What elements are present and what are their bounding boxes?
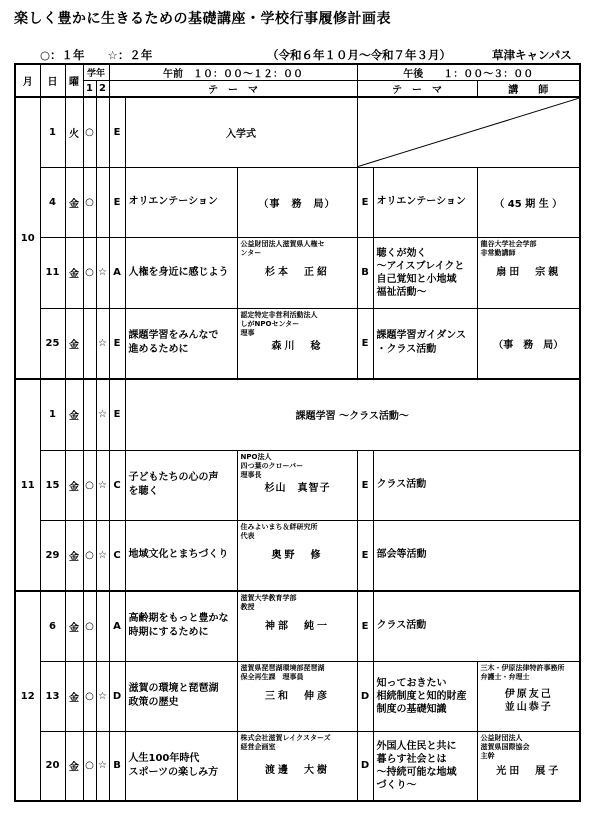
lecturer-org: 株式会社滋賀レイクスターズ 経営企画室 xyxy=(240,733,331,751)
weekday-cell: 金 xyxy=(65,167,83,237)
header-pm: 午後 １：００～３：００ xyxy=(357,64,580,81)
header-weekday: 曜 xyxy=(65,64,83,97)
lecturer-name: 扇田 宗親 xyxy=(496,266,562,278)
am-category: E xyxy=(109,379,125,450)
day-cell: 15 xyxy=(40,450,65,520)
am-theme: オリエンテーション xyxy=(125,167,237,237)
grade2-mark xyxy=(96,97,109,167)
grade1-mark: ○ xyxy=(83,661,96,731)
weekday-cell: 金 xyxy=(65,379,83,450)
am-theme: 子どもたちの心の声 を聴く xyxy=(125,450,237,520)
lecturer-name: 渡邊 大樹 xyxy=(265,764,330,776)
pm-theme: 知っておきたい 相続制度と知的財産 制度の基礎知識 xyxy=(373,661,477,731)
weekday-cell: 金 xyxy=(65,731,83,801)
lecturer-org: 三木・伊原法律特許事務所 弁護士・弁理士 xyxy=(480,663,565,681)
period: （令和６年１０月～令和７年３月） xyxy=(267,48,451,62)
pm-theme: 課題学習ガイダンス ・クラス活動 xyxy=(373,308,477,379)
weekday-cell: 金 xyxy=(65,450,83,520)
weekday-cell: 金 xyxy=(65,661,83,731)
weekday-cell: 金 xyxy=(65,591,83,661)
day-cell: 1 xyxy=(40,97,65,167)
lecturer-org: NPO法人 四つ葉のクローバー 理事長 xyxy=(240,452,304,479)
header-am: 午前 １０：００～１２：００ xyxy=(109,64,357,81)
header-day: 日 xyxy=(40,64,65,97)
pm-category: E xyxy=(357,520,373,591)
header-grade-1: 1 xyxy=(83,81,96,98)
full-day-event: 課題学習 ～クラス活動～ xyxy=(125,379,580,450)
grade2-mark: ☆ xyxy=(96,661,109,731)
grade1-mark: ○ xyxy=(83,731,96,801)
day-cell: 6 xyxy=(40,591,65,661)
am-category: A xyxy=(109,237,125,308)
day-cell: 20 xyxy=(40,731,65,801)
weekday-cell: 金 xyxy=(65,237,83,308)
lecturer-name: 光田 展子 xyxy=(496,765,562,777)
lecturer-name: 杉山 真智子 xyxy=(264,482,331,494)
grade1-mark xyxy=(83,379,96,450)
pm-theme: 聴くが効く ～アイスブレイクと 自己覚知と小地域 福祉活動～ xyxy=(373,237,477,308)
lecturer-name: 神部 純一 xyxy=(265,621,330,632)
grade1-mark: ○ xyxy=(83,591,96,661)
document-title: 楽しく豊かに生きるための基礎講座・学校行事履修計画表 xyxy=(14,11,391,27)
lecturer-org: 認定特定非営利活動法人 しがNPOセンター 理事 xyxy=(240,310,318,337)
header-grade: 学年 xyxy=(83,64,109,81)
pm-lecturer-cell xyxy=(477,731,580,801)
pm-theme: クラス活動 xyxy=(373,591,580,661)
grade2-mark: ☆ xyxy=(96,731,109,801)
lecturer-org: 滋賀大学教育学部 教授 xyxy=(240,594,297,611)
am-category: E xyxy=(109,97,125,167)
header-month: 月 xyxy=(15,64,40,97)
am-lecturer-cell xyxy=(237,591,357,661)
pm-category: E xyxy=(357,591,373,661)
am-theme: 高齢期をもっと豊かな 時期にするために xyxy=(125,591,237,661)
am-lecturer-cell xyxy=(237,237,357,308)
am-lecturer: （事 務 局） xyxy=(237,167,357,237)
am-category: E xyxy=(109,308,125,379)
pm-theme: クラス活動 xyxy=(373,450,580,520)
lecturer-org: 滋賀県琵琶湖環境部琵琶湖 保全再生課 理事員 xyxy=(240,663,325,681)
campus: 草津キャンパス xyxy=(492,48,572,62)
lecturer-org: 龍谷大学社会学部 非常勤講師 xyxy=(480,239,537,257)
am-lecturer-cell xyxy=(237,731,357,801)
lecturer-name: 三和 伸彦 xyxy=(265,690,330,702)
am-category: B xyxy=(109,731,125,801)
pm-theme: 部会等活動 xyxy=(373,520,580,591)
grade1-mark: ○ xyxy=(83,97,96,167)
day-cell: 4 xyxy=(40,167,65,237)
header-grade-2: 2 xyxy=(96,81,109,98)
pm-category: E xyxy=(357,308,373,379)
month-cell: 10 xyxy=(15,97,40,379)
lecturer-name: 杉本 正紹 xyxy=(265,266,330,278)
grade1-mark xyxy=(83,308,96,379)
pm-lecturer-cell xyxy=(477,661,580,731)
pm-category: E xyxy=(357,450,373,520)
am-category: D xyxy=(109,661,125,731)
lecturer-name: 伊原友己 並山恭子 xyxy=(504,688,553,713)
grade1-mark: ○ xyxy=(83,237,96,308)
weekday-cell: 金 xyxy=(65,308,83,379)
pm-empty-cell xyxy=(357,97,580,167)
lecturer-name: 森川 稔 xyxy=(271,340,324,352)
grade1-mark: ○ xyxy=(83,520,96,591)
schedule-table xyxy=(14,63,581,802)
grade2-mark: ☆ xyxy=(96,450,109,520)
pm-lecturer-cell xyxy=(477,237,580,308)
lecturer-org: 公益財団法人 滋賀県国際協会 主幹 xyxy=(480,733,530,760)
pm-category: B xyxy=(357,237,373,308)
am-category: C xyxy=(109,520,125,591)
lecturer-org: 公益財団法人滋賀県人権セ ンター xyxy=(240,239,325,257)
lecturer-name: 奥野 修 xyxy=(271,549,324,561)
day-cell: 25 xyxy=(40,308,65,379)
pm-lecturer: （事 務 局） xyxy=(477,308,580,379)
pm-theme: 外国人住民と共に 暮らす社会とは ～持続可能な地域 づくり～ xyxy=(373,731,477,801)
header-pm-theme: テ ー マ xyxy=(357,81,477,98)
grade2-mark: ☆ xyxy=(96,237,109,308)
day-cell: 11 xyxy=(40,237,65,308)
header-am-theme: テ ー マ xyxy=(109,81,357,98)
grade2-mark: ☆ xyxy=(96,379,109,450)
am-lecturer-cell xyxy=(237,661,357,731)
grade1-mark: ○ xyxy=(83,450,96,520)
am-event: 入学式 xyxy=(125,97,357,167)
grade2-mark: ☆ xyxy=(96,308,109,379)
am-theme: 課題学習をみんなで 進めるために xyxy=(125,308,237,379)
pm-theme: オリエンテーション xyxy=(373,167,477,237)
am-theme: 人権を身近に感じよう xyxy=(125,237,237,308)
am-category: A xyxy=(109,591,125,661)
month-cell: 11 xyxy=(15,379,40,591)
am-theme: 人生100年時代 スポーツの楽しみ方 xyxy=(125,731,237,801)
grade2-mark: ☆ xyxy=(96,520,109,591)
grade1-mark: ○ xyxy=(83,167,96,237)
am-theme: 滋賀の環境と琵琶湖 政策の歴史 xyxy=(125,661,237,731)
weekday-cell: 火 xyxy=(65,97,83,167)
am-category: C xyxy=(109,450,125,520)
diagonal-line xyxy=(358,98,580,167)
pm-lecturer: （ 45 期 生 ） xyxy=(477,167,580,237)
header-lecturer: 講 師 xyxy=(477,81,580,98)
am-lecturer-cell xyxy=(237,520,357,591)
grade2-mark xyxy=(96,591,109,661)
grade-legend: ○：１年 ☆：２年 xyxy=(40,48,153,62)
pm-category: D xyxy=(357,661,373,731)
am-lecturer-cell xyxy=(237,450,357,520)
am-theme: 地域文化とまちづくり xyxy=(125,520,237,591)
day-cell: 13 xyxy=(40,661,65,731)
month-cell: 12 xyxy=(15,591,40,801)
am-category: E xyxy=(109,167,125,237)
pm-category: D xyxy=(357,731,373,801)
day-cell: 29 xyxy=(40,520,65,591)
pm-category: E xyxy=(357,167,373,237)
weekday-cell: 金 xyxy=(65,520,83,591)
grade2-mark xyxy=(96,167,109,237)
am-lecturer-cell xyxy=(237,308,357,379)
lecturer-org: 住みよいまち＆絆研究所 代表 xyxy=(240,522,318,540)
day-cell: 1 xyxy=(40,379,65,450)
